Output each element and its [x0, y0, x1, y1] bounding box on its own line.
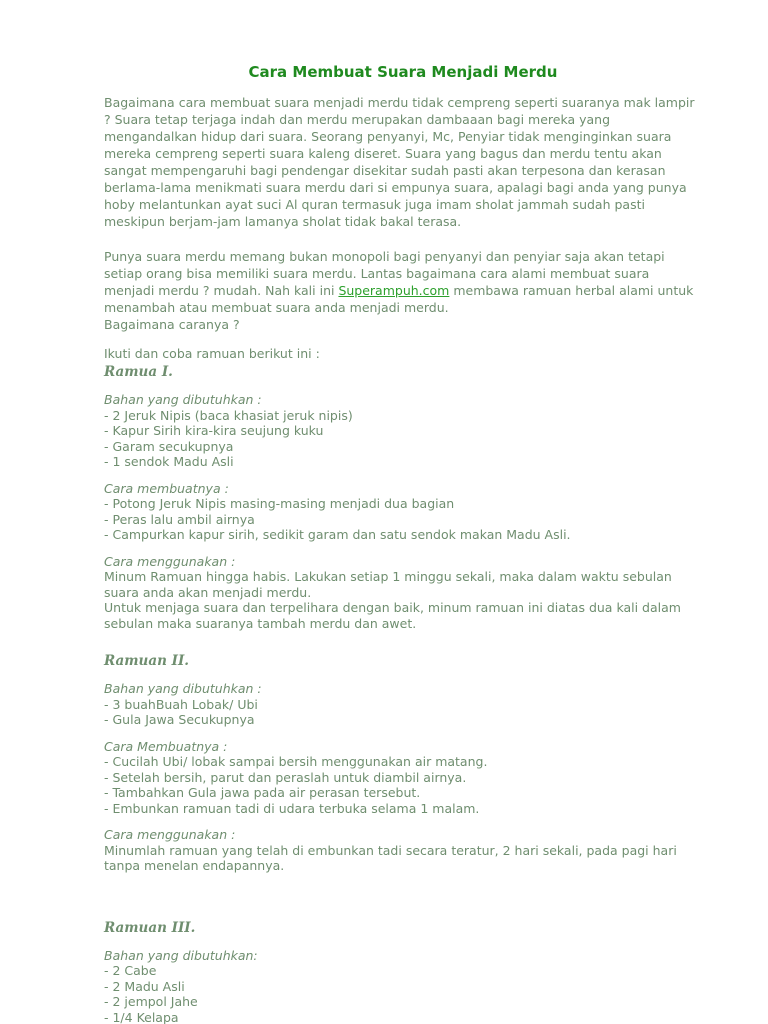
text-line: Minum Ramuan hingga habis. Lakukan setiap 1 minggu sekali, maka dalam waktu sebulan suara anda akan menjadi merdu. [104, 569, 672, 600]
list-item: - 2 Cabe [104, 963, 157, 978]
paragraph-1: Bagaimana cara membuat suara menjadi merdu tidak cempreng seperti suaranya mak lampir ? Suara tetap terjaga indah dan merdu merupakan dambaaan bagi mereka yang mengandalkan hidup dari suara. Seorang penyanyi, Mc, Penyiar tidak menginginkan suara mereka cempreng seperti suara kaleng diseret. Suara yang bagus dan merdu tentu akan sangat mempengaruhi bagi pendengar disekitar sudah pasti akan terpesona dan kerasan berlama-lama menikmati suara merdu dari si empunya suara, apalagi bagi anda yang punya hoby melantunkan ayat suci Al quran termasuk juga imam sholat jammah sudah pasti meskipun berjam-jam lamanya sholat tidak bakal terasa. [104, 95, 695, 229]
section-heading: Ramuan II. [104, 653, 189, 669]
paragraph-2 [104, 248, 702, 316]
list-item: - Potong Jeruk Nipis masing-masing menjadi dua bagian [104, 496, 455, 511]
ramuan-section [104, 653, 702, 874]
list-item: - Cucilah Ubi/ lobak sampai bersih menggunakan air matang. [104, 754, 488, 769]
list-item: - 2 jempol Jahe [104, 994, 198, 1009]
section-block [104, 948, 702, 1024]
list-item: - Embunkan ramuan tadi di udara terbuka selama 1 malam. [104, 800, 480, 816]
question-line: Bagaimana caranya ? [104, 317, 240, 332]
paragraph-2-after-link: membawa ramuan herbal alami untuk menambah atau membuat suara anda menjadi merdu. [104, 283, 694, 315]
block-label: Cara membuatnya : [104, 480, 229, 496]
ramuan-section [104, 920, 702, 1024]
block-label: Bahan yang dibutuhkan: [104, 947, 258, 963]
list-item: - Garam secukupnya [104, 438, 234, 454]
block-label: Cara menggunakan : [104, 553, 236, 569]
list-item: - Gula Jawa Secukupnya [104, 712, 255, 727]
section-block [104, 392, 702, 470]
section-heading: Ramuan III. [104, 919, 196, 936]
sections-container [104, 364, 702, 1024]
text-line: Minumlah ramuan yang telah di embunkan tadi secara teratur, 2 hari sekali, pada pagi hari tanpa menelan endapannya. [104, 842, 677, 873]
list-item: - Peras lalu ambil airnya [104, 511, 255, 527]
section-block [104, 827, 702, 874]
list-item: - 1 sendok Madu Asli [104, 454, 234, 469]
section-block [104, 481, 702, 543]
section-block [104, 739, 702, 817]
list-item: - 2 Madu Asli [104, 978, 185, 994]
paragraph-2-before-link: Punya suara merdu memang bukan monopoli bagi penyanyi dan penyiar saja akan tetapi setiap orang bisa memiliki suara merdu. Lantas bagaimana cara alami membuat suara menjadi merdu ? mudah. Nah kali ini [104, 249, 665, 298]
list-item: - Setelah bersih, parut dan peraslah untuk diambil airnya. [104, 769, 467, 785]
list-item: - Campurkan kapur sirih, sedikit garam dan satu sendok makan Madu Asli. [104, 527, 571, 542]
list-item: - Tambahkan Gula jawa pada air perasan tersebut. [104, 785, 421, 800]
intro-line: Ikuti dan coba ramuan berikut ini : [104, 346, 320, 361]
doc-title: Cara Membuat Suara Menjadi Merdu [248, 63, 558, 81]
block-label: Bahan yang dibutuhkan : [104, 392, 262, 407]
section-block [104, 681, 702, 728]
superampuh-link[interactable]: Superampuh.com [338, 283, 450, 298]
document-content [104, 64, 702, 1024]
block-label: Cara Membuatnya : [104, 738, 228, 754]
ramuan-section [104, 364, 702, 631]
list-item: - 2 Jeruk Nipis (baca khasiat jeruk nipis) [104, 407, 353, 423]
block-label: Bahan yang dibutuhkan : [104, 681, 262, 696]
text-line: Untuk menjaga suara dan terpelihara dengan baik, minum ramuan ini diatas dua kali dalam sebulan maka suaranya tambah merdu dan awet. [104, 600, 681, 631]
block-label: Cara menggunakan : [104, 827, 236, 842]
section-block [104, 554, 702, 632]
section-heading: Ramua I. [104, 364, 173, 380]
list-item: - 1/4 Kelapa [104, 1009, 179, 1024]
list-item: - Kapur Sirih kira-kira seujung kuku [104, 423, 324, 438]
list-item: - 3 buahBuah Lobak/ Ubi [104, 696, 258, 712]
